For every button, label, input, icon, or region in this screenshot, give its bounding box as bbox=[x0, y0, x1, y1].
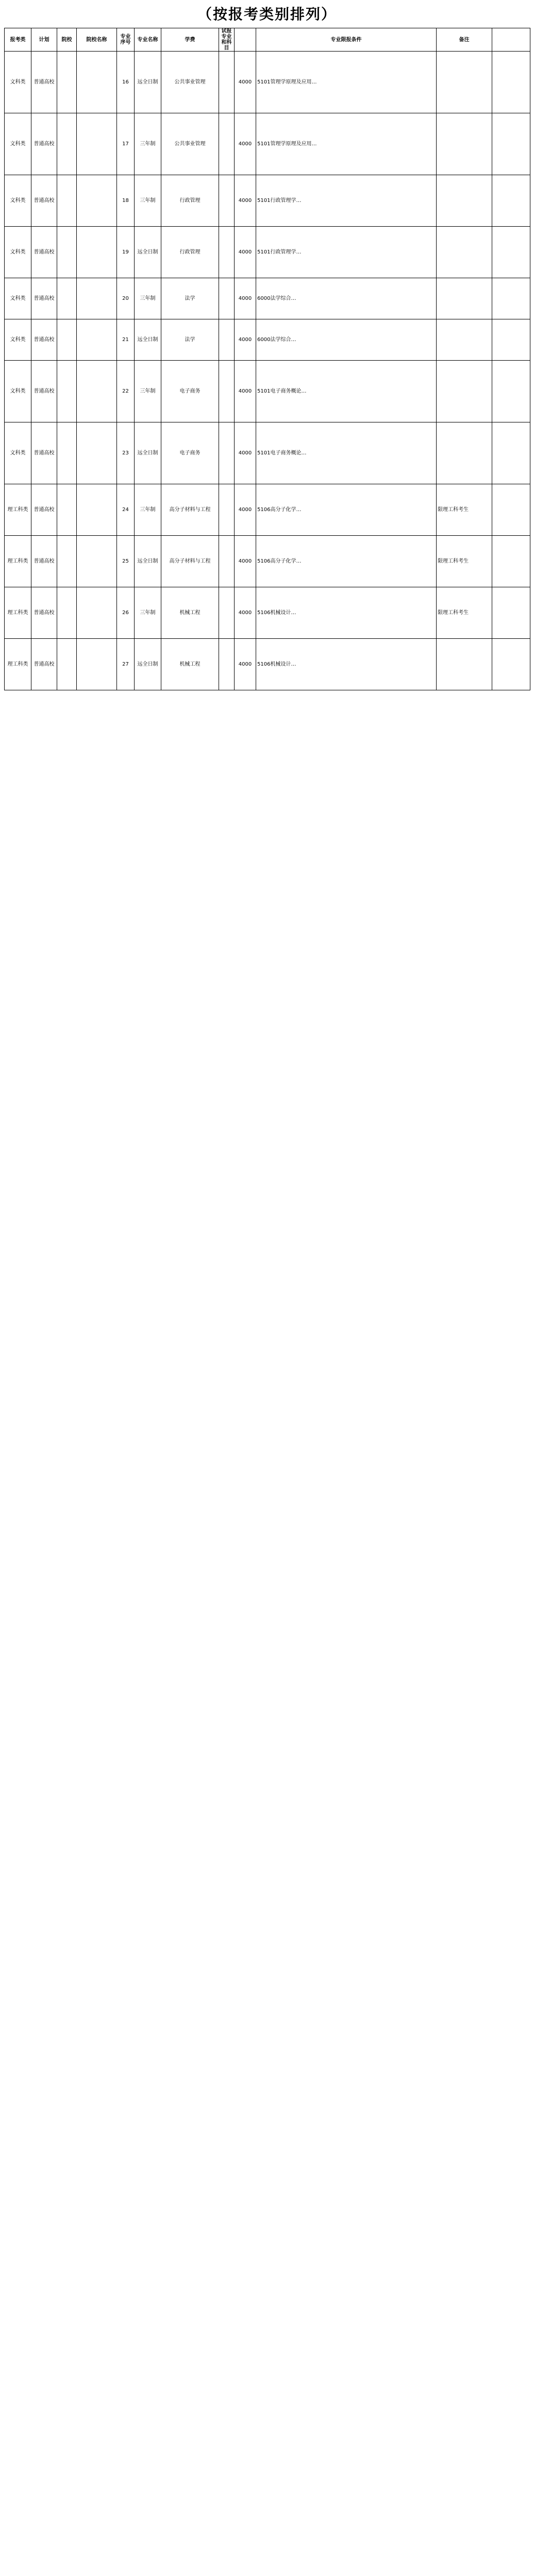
table-row bbox=[5, 278, 530, 319]
cell-school-name bbox=[77, 278, 117, 319]
cell-major-no: 20 bbox=[117, 278, 135, 319]
cell-major-no: 23 bbox=[117, 422, 135, 484]
cell-subjects: 5106高分子化学… bbox=[256, 536, 437, 587]
cell-notes bbox=[492, 52, 530, 113]
cell-school-name bbox=[77, 227, 117, 278]
cell-school-name bbox=[77, 639, 117, 690]
cell-major-no: 22 bbox=[117, 361, 135, 422]
cell-subjects: 5101行政管理学… bbox=[256, 175, 437, 227]
cell-major-name: 法学 bbox=[161, 319, 219, 361]
cell-school-name bbox=[77, 422, 117, 484]
cell-blank bbox=[219, 227, 235, 278]
cell-plan: 普通高校 bbox=[31, 361, 57, 422]
cell-conditions: 限理工科考生 bbox=[437, 536, 492, 587]
cell-major-name: 高分子材料与工程 bbox=[161, 536, 219, 587]
cell-category: 文科类 bbox=[5, 278, 31, 319]
cell-major-name: 机械工程 bbox=[161, 639, 219, 690]
cell-school-code bbox=[57, 227, 77, 278]
cell-category: 文科类 bbox=[5, 52, 31, 113]
cell-notes bbox=[492, 422, 530, 484]
cell-notes bbox=[492, 113, 530, 175]
cell-school-name bbox=[77, 319, 117, 361]
cell-conditions bbox=[437, 52, 492, 113]
cell-school-code bbox=[57, 484, 77, 536]
table-row bbox=[5, 361, 530, 422]
cell-school-code bbox=[57, 639, 77, 690]
cell-study-mode: 三年制 bbox=[135, 587, 161, 639]
cell-major-no: 19 bbox=[117, 227, 135, 278]
cell-conditions bbox=[437, 113, 492, 175]
cell-study-mode: 远全日制 bbox=[135, 52, 161, 113]
cell-tuition: 4000 bbox=[235, 227, 256, 278]
enrollment-table bbox=[4, 28, 530, 690]
cell-category: 理工科类 bbox=[5, 536, 31, 587]
cell-conditions bbox=[437, 639, 492, 690]
cell-plan: 普通高校 bbox=[31, 639, 57, 690]
cell-study-mode: 三年制 bbox=[135, 278, 161, 319]
cell-notes bbox=[492, 278, 530, 319]
cell-category: 理工科类 bbox=[5, 639, 31, 690]
header-conditions: 备注 bbox=[437, 28, 492, 52]
cell-blank bbox=[219, 113, 235, 175]
cell-notes bbox=[492, 361, 530, 422]
cell-notes bbox=[492, 227, 530, 278]
cell-subjects: 5101电子商务概论… bbox=[256, 361, 437, 422]
page-title: （按报考类别排列） bbox=[197, 6, 337, 23]
cell-subjects: 5101管理学原理及应用… bbox=[256, 52, 437, 113]
cell-plan: 普通高校 bbox=[31, 175, 57, 227]
cell-blank bbox=[219, 536, 235, 587]
cell-school-code bbox=[57, 422, 77, 484]
header-tuition bbox=[235, 28, 256, 52]
cell-subjects: 6000法学综合… bbox=[256, 319, 437, 361]
table-body bbox=[5, 52, 530, 690]
cell-school-name bbox=[77, 361, 117, 422]
header-school-code: 院校 bbox=[57, 28, 77, 52]
header-notes bbox=[492, 28, 530, 52]
cell-major-name: 电子商务 bbox=[161, 422, 219, 484]
cell-plan: 普通高校 bbox=[31, 587, 57, 639]
cell-tuition: 4000 bbox=[235, 175, 256, 227]
cell-category: 理工科类 bbox=[5, 587, 31, 639]
cell-major-name: 公共事业管理 bbox=[161, 113, 219, 175]
cell-blank bbox=[219, 422, 235, 484]
cell-blank bbox=[219, 587, 235, 639]
cell-tuition: 4000 bbox=[235, 484, 256, 536]
header-blank: 试报专业和科目 bbox=[219, 28, 235, 52]
cell-major-no: 25 bbox=[117, 536, 135, 587]
table-header-row bbox=[5, 28, 530, 52]
cell-school-name bbox=[77, 536, 117, 587]
cell-subjects: 5101行政管理学… bbox=[256, 227, 437, 278]
header-major-name: 学费 bbox=[161, 28, 219, 52]
header-school-name: 院校名称 bbox=[77, 28, 117, 52]
cell-major-no: 24 bbox=[117, 484, 135, 536]
cell-subjects: 5106机械设计… bbox=[256, 587, 437, 639]
table-row bbox=[5, 113, 530, 175]
cell-tuition: 4000 bbox=[235, 422, 256, 484]
table-row bbox=[5, 587, 530, 639]
cell-category: 文科类 bbox=[5, 361, 31, 422]
cell-study-mode: 三年制 bbox=[135, 484, 161, 536]
cell-major-no: 17 bbox=[117, 113, 135, 175]
cell-school-code bbox=[57, 319, 77, 361]
cell-conditions: 限理工科考生 bbox=[437, 587, 492, 639]
cell-notes bbox=[492, 319, 530, 361]
cell-category: 文科类 bbox=[5, 227, 31, 278]
cell-conditions: 限理工科考生 bbox=[437, 484, 492, 536]
cell-study-mode: 远全日制 bbox=[135, 639, 161, 690]
cell-plan: 普通高校 bbox=[31, 536, 57, 587]
header-study-mode: 专业名称 bbox=[135, 28, 161, 52]
header-plan: 计划 bbox=[31, 28, 57, 52]
cell-subjects: 5101电子商务概论… bbox=[256, 422, 437, 484]
cell-plan: 普通高校 bbox=[31, 227, 57, 278]
cell-tuition: 4000 bbox=[235, 536, 256, 587]
cell-plan: 普通高校 bbox=[31, 484, 57, 536]
cell-major-name: 电子商务 bbox=[161, 361, 219, 422]
cell-tuition: 4000 bbox=[235, 639, 256, 690]
cell-conditions bbox=[437, 422, 492, 484]
cell-major-name: 行政管理 bbox=[161, 175, 219, 227]
cell-conditions bbox=[437, 175, 492, 227]
header-subjects: 专业限报条件 bbox=[256, 28, 437, 52]
cell-major-name: 高分子材料与工程 bbox=[161, 484, 219, 536]
cell-study-mode: 三年制 bbox=[135, 361, 161, 422]
cell-major-no: 16 bbox=[117, 52, 135, 113]
table-row bbox=[5, 175, 530, 227]
cell-plan: 普通高校 bbox=[31, 278, 57, 319]
cell-major-name: 法学 bbox=[161, 278, 219, 319]
cell-category: 文科类 bbox=[5, 319, 31, 361]
cell-blank bbox=[219, 639, 235, 690]
cell-conditions bbox=[437, 319, 492, 361]
header-category: 报考类 bbox=[5, 28, 31, 52]
cell-major-name: 公共事业管理 bbox=[161, 52, 219, 113]
table-row bbox=[5, 52, 530, 113]
cell-notes bbox=[492, 175, 530, 227]
cell-school-name bbox=[77, 587, 117, 639]
cell-subjects: 5101管理学原理及应用… bbox=[256, 113, 437, 175]
cell-subjects: 5106高分子化学… bbox=[256, 484, 437, 536]
cell-study-mode: 远全日制 bbox=[135, 536, 161, 587]
cell-school-name bbox=[77, 484, 117, 536]
cell-tuition: 4000 bbox=[235, 52, 256, 113]
cell-conditions bbox=[437, 278, 492, 319]
cell-blank bbox=[219, 484, 235, 536]
cell-tuition: 4000 bbox=[235, 587, 256, 639]
cell-school-name bbox=[77, 175, 117, 227]
cell-blank bbox=[219, 175, 235, 227]
cell-notes bbox=[492, 639, 530, 690]
cell-plan: 普通高校 bbox=[31, 422, 57, 484]
cell-study-mode: 三年制 bbox=[135, 175, 161, 227]
cell-study-mode: 远全日制 bbox=[135, 319, 161, 361]
cell-school-code bbox=[57, 278, 77, 319]
cell-category: 文科类 bbox=[5, 422, 31, 484]
cell-tuition: 4000 bbox=[235, 278, 256, 319]
cell-blank bbox=[219, 319, 235, 361]
cell-tuition: 4000 bbox=[235, 361, 256, 422]
cell-major-no: 21 bbox=[117, 319, 135, 361]
cell-blank bbox=[219, 278, 235, 319]
table-row bbox=[5, 227, 530, 278]
cell-school-code bbox=[57, 52, 77, 113]
table-row bbox=[5, 639, 530, 690]
cell-school-code bbox=[57, 361, 77, 422]
cell-study-mode: 远全日制 bbox=[135, 227, 161, 278]
cell-category: 理工科类 bbox=[5, 484, 31, 536]
cell-school-name bbox=[77, 113, 117, 175]
cell-major-no: 18 bbox=[117, 175, 135, 227]
cell-category: 文科类 bbox=[5, 175, 31, 227]
cell-conditions bbox=[437, 361, 492, 422]
table-row bbox=[5, 484, 530, 536]
cell-study-mode: 远全日制 bbox=[135, 422, 161, 484]
cell-major-name: 行政管理 bbox=[161, 227, 219, 278]
cell-conditions bbox=[437, 227, 492, 278]
cell-major-name: 机械工程 bbox=[161, 587, 219, 639]
cell-tuition: 4000 bbox=[235, 113, 256, 175]
table-row bbox=[5, 422, 530, 484]
cell-blank bbox=[219, 52, 235, 113]
cell-subjects: 5106机械设计… bbox=[256, 639, 437, 690]
table-row bbox=[5, 536, 530, 587]
header-major-no: 专业序号 bbox=[117, 28, 135, 52]
cell-school-code bbox=[57, 175, 77, 227]
cell-study-mode: 三年制 bbox=[135, 113, 161, 175]
table-row bbox=[5, 319, 530, 361]
cell-school-code bbox=[57, 587, 77, 639]
cell-school-code bbox=[57, 113, 77, 175]
cell-tuition: 4000 bbox=[235, 319, 256, 361]
cell-plan: 普通高校 bbox=[31, 113, 57, 175]
cell-notes bbox=[492, 536, 530, 587]
cell-notes bbox=[492, 587, 530, 639]
cell-school-code bbox=[57, 536, 77, 587]
cell-school-name bbox=[77, 52, 117, 113]
cell-major-no: 27 bbox=[117, 639, 135, 690]
cell-notes bbox=[492, 484, 530, 536]
cell-plan: 普通高校 bbox=[31, 52, 57, 113]
cell-category: 文科类 bbox=[5, 113, 31, 175]
cell-subjects: 6000法学综合… bbox=[256, 278, 437, 319]
cell-major-no: 26 bbox=[117, 587, 135, 639]
cell-plan: 普通高校 bbox=[31, 319, 57, 361]
cell-blank bbox=[219, 361, 235, 422]
